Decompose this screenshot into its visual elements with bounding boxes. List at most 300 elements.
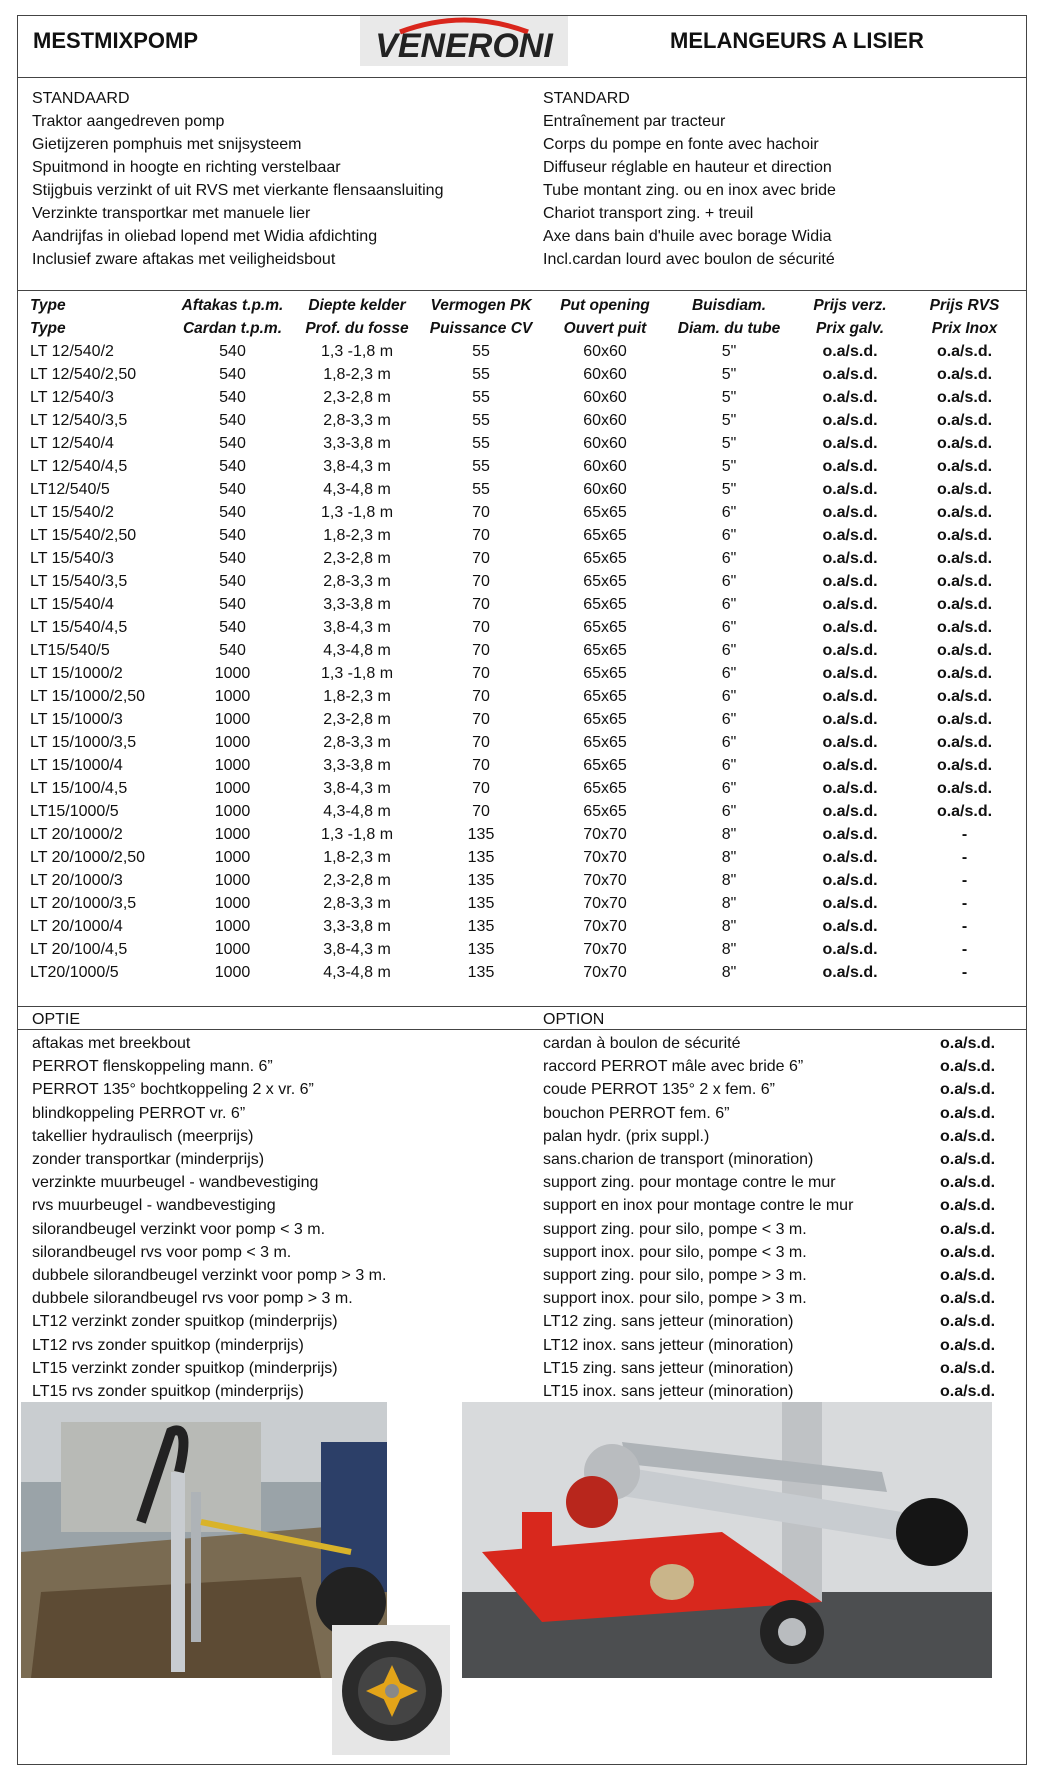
standard-line: Entraînement par tracteur: [543, 113, 726, 130]
option-price: o.a/s.d.: [940, 1035, 996, 1052]
column-header: Vermogen PK: [430, 296, 532, 314]
table-cell: LT 20/1000/3,5: [30, 894, 137, 912]
table-cell: LT 15/540/2: [30, 503, 114, 521]
table-row: [30, 846, 1020, 869]
option-fr-heading: OPTION: [543, 1011, 605, 1028]
table-cell: 6": [721, 664, 737, 682]
column-header: Diam. du tube: [677, 319, 781, 337]
table-cell: 60x60: [583, 480, 627, 498]
table-cell: 2,8-3,3 m: [323, 894, 391, 912]
table-cell: 1,3 -1,8 m: [320, 664, 394, 682]
table-cell: 65x65: [583, 687, 627, 705]
table-cell: 1000: [214, 779, 251, 797]
table-cell: LT 15/540/4: [30, 595, 114, 613]
option-nl-label: LT15 rvs zonder spuitkop (minderprijs): [32, 1383, 304, 1400]
table-cell: 1000: [214, 917, 251, 935]
table-cell: 70x70: [583, 894, 627, 912]
table-cell: 55: [472, 388, 490, 406]
column-header: Prijs verz.: [813, 296, 887, 314]
table-cell: o.a/s.d.: [822, 917, 878, 935]
table-cell: -: [961, 871, 968, 889]
table-cell: o.a/s.d.: [936, 595, 993, 613]
table-cell: 55: [472, 365, 490, 383]
table-cell: 135: [467, 825, 495, 843]
table-cell: 6": [721, 733, 737, 751]
table-cell: o.a/s.d.: [822, 779, 878, 797]
option-fr-label: support zing. pour montage contre le mur: [543, 1174, 836, 1192]
table-row: [30, 340, 1020, 363]
table-cell: 5": [721, 365, 737, 383]
column-header: Prijs RVS: [929, 296, 1000, 314]
table-row: [30, 639, 1020, 662]
table-cell: o.a/s.d.: [822, 388, 878, 406]
table-cell: o.a/s.d.: [936, 411, 993, 429]
standard-line: Chariot transport zing. + treuil: [543, 205, 754, 222]
standard-line: Gietijzeren pomphuis met snijsysteem: [32, 136, 302, 153]
table-cell: 60x60: [583, 434, 627, 452]
table-cell: 135: [467, 917, 495, 935]
table-cell: 2,8-3,3 m: [323, 411, 391, 429]
column-header: Prof. du fosse: [305, 319, 409, 337]
table-cell: 2,3-2,8 m: [323, 388, 391, 406]
table-cell: LT 12/540/4: [30, 434, 114, 452]
column-header: Put opening: [560, 296, 650, 314]
table-row: [30, 432, 1020, 455]
table-cell: LT 15/540/4,5: [30, 618, 128, 636]
table-cell: 70x70: [583, 871, 627, 889]
table-cell: 6": [721, 572, 737, 590]
table-row: [30, 501, 1020, 524]
table-cell: o.a/s.d.: [822, 457, 878, 475]
option-fr-label: cardan à boulon de sécurité: [543, 1035, 741, 1052]
option-fr-label: support inox. pour silo, pompe < 3 m.: [543, 1243, 807, 1261]
table-cell: o.a/s.d.: [822, 664, 878, 682]
table-cell: o.a/s.d.: [822, 802, 878, 820]
table-cell: 6": [721, 549, 737, 567]
table-cell: 60x60: [583, 411, 627, 429]
title-french: MELANGEURS A LISIER: [670, 28, 924, 53]
option-nl-label: aftakas met breekbout: [32, 1035, 191, 1052]
table-cell: 1000: [214, 871, 251, 889]
table-row: [30, 800, 1020, 823]
table-cell: 540: [219, 457, 246, 475]
table-cell: 65x65: [583, 549, 627, 567]
table-cell: 8": [721, 940, 737, 958]
column-header: Type: [30, 319, 66, 337]
table-cell: 1,8-2,3 m: [323, 848, 391, 866]
table-cell: 540: [219, 342, 246, 360]
table-cell: o.a/s.d.: [822, 894, 878, 912]
table-cell: 1000: [214, 710, 251, 728]
table-cell: o.a/s.d.: [822, 526, 878, 544]
table-cell: LT 15/540/3: [30, 549, 114, 567]
logo-text: VENERONI: [375, 27, 553, 65]
option-fr-label: sans.charion de transport (minoration): [543, 1151, 814, 1168]
column-header: Ouvert puit: [563, 319, 647, 337]
table-row: [30, 386, 1020, 409]
table-cell: LT 20/100/4,5: [30, 940, 128, 958]
option-fr-label: support zing. pour silo, pompe > 3 m.: [543, 1267, 807, 1284]
table-cell: o.a/s.d.: [822, 480, 878, 498]
standard-line: Traktor aangedreven pomp: [32, 113, 225, 130]
table-cell: LT20/1000/5: [30, 963, 119, 981]
standard-line: Axe dans bain d'huile avec borage Widia: [543, 228, 832, 245]
table-cell: 3,3-3,8 m: [323, 756, 391, 774]
table-cell: o.a/s.d.: [822, 940, 878, 958]
table-cell: LT 15/540/2,50: [30, 526, 137, 544]
table-cell: o.a/s.d.: [936, 756, 993, 774]
table-cell: -: [961, 825, 968, 843]
table-cell: 8": [721, 894, 737, 912]
table-row: [30, 363, 1020, 386]
option-nl-label: dubbele silorandbeugel verzinkt voor pomp > 3 m.: [32, 1267, 387, 1284]
table-cell: 70: [472, 503, 490, 521]
header-row: [30, 317, 1020, 340]
table-cell: o.a/s.d.: [936, 618, 993, 636]
option-nl-label: dubbele silorandbeugel rvs voor pomp > 3 m.: [32, 1290, 353, 1308]
option-nl-label: silorandbeugel rvs voor pomp < 3 m.: [32, 1243, 292, 1261]
option-fr-label: LT15 zing. sans jetteur (minoration): [543, 1359, 794, 1377]
table-cell: 8": [721, 963, 737, 981]
table-cell: 70: [472, 526, 490, 544]
table-cell: 70x70: [583, 917, 627, 935]
table-row: [30, 961, 1020, 984]
title-dutch: MESTMIXPOMP: [33, 28, 199, 53]
table-cell: 65x65: [583, 710, 627, 728]
table-cell: 1000: [214, 756, 251, 774]
table-cell: 70: [472, 641, 490, 659]
table-cell: LT 15/1000/3,5: [30, 733, 137, 751]
standard-nl-heading: STANDAARD: [32, 90, 130, 107]
spec-table-body: [30, 340, 1020, 984]
table-cell: 65x65: [583, 572, 627, 590]
table-cell: 8": [721, 848, 737, 866]
option-nl-label: zonder transportkar (minderprijs): [32, 1151, 265, 1168]
table-cell: o.a/s.d.: [822, 848, 878, 866]
table-cell: o.a/s.d.: [936, 388, 993, 406]
table-cell: 2,3-2,8 m: [323, 710, 391, 728]
table-cell: 3,3-3,8 m: [323, 434, 391, 452]
table-cell: LT 12/540/3: [30, 388, 114, 406]
table-cell: 540: [219, 641, 246, 659]
table-cell: 65x65: [583, 733, 627, 751]
table-cell: 4,3-4,8 m: [323, 963, 391, 981]
table-cell: 8": [721, 917, 737, 935]
table-cell: 540: [219, 549, 246, 567]
photo-pump-on-cart: [462, 1402, 992, 1678]
spec-table: [30, 294, 1020, 984]
table-cell: o.a/s.d.: [936, 779, 993, 797]
table-cell: 1,8-2,3 m: [323, 365, 391, 383]
table-cell: o.a/s.d.: [822, 549, 878, 567]
table-cell: 8": [721, 825, 737, 843]
table-cell: -: [961, 963, 968, 981]
table-cell: o.a/s.d.: [822, 411, 878, 429]
standard-line: Tube montant zing. ou en inox avec bride: [543, 182, 836, 199]
column-header: Puissance CV: [429, 319, 533, 337]
table-cell: 2,8-3,3 m: [323, 733, 391, 751]
table-cell: 6": [721, 687, 737, 705]
table-cell: LT 12/540/4,5: [30, 457, 128, 475]
standard-line: Inclusief zware aftakas met veiligheidsbout: [32, 251, 336, 268]
table-cell: 1,3 -1,8 m: [320, 825, 394, 843]
table-cell: 65x65: [583, 664, 627, 682]
table-cell: 540: [219, 526, 246, 544]
table-cell: 70: [472, 733, 490, 751]
table-cell: o.a/s.d.: [822, 687, 878, 705]
table-cell: 6": [721, 641, 737, 659]
table-cell: 6": [721, 526, 737, 544]
standard-fr-list: [543, 110, 836, 271]
option-price: o.a/s.d.: [940, 1081, 996, 1099]
table-cell: 65x65: [583, 756, 627, 774]
option-price: o.a/s.d.: [940, 1197, 996, 1215]
option-price: o.a/s.d.: [940, 1313, 996, 1331]
table-cell: o.a/s.d.: [936, 365, 993, 383]
table-cell: 70: [472, 687, 490, 705]
table-row: [30, 892, 1020, 915]
table-cell: 65x65: [583, 779, 627, 797]
table-cell: 8": [721, 871, 737, 889]
table-cell: 540: [219, 434, 246, 452]
table-cell: 6": [721, 618, 737, 636]
standard-line: Spuitmond in hoogte en richting verstelbaar: [32, 159, 341, 176]
table-cell: 65x65: [583, 595, 627, 613]
table-cell: LT 15/540/3,5: [30, 572, 128, 590]
table-cell: 55: [472, 480, 490, 498]
option-nl-label: silorandbeugel verzinkt voor pomp < 3 m.: [32, 1220, 326, 1238]
column-header: Buisdiam.: [691, 296, 767, 314]
table-cell: 540: [219, 480, 246, 498]
table-cell: LT 15/1000/3: [30, 710, 123, 728]
table-cell: -: [961, 940, 968, 958]
table-cell: LT 15/1000/2,50: [30, 687, 146, 705]
table-cell: o.a/s.d.: [822, 572, 878, 590]
option-fr-label: bouchon PERROT fem. 6”: [543, 1104, 730, 1122]
table-cell: 65x65: [583, 526, 627, 544]
table-row: [30, 754, 1020, 777]
option-fr-label: LT15 inox. sans jetteur (minoration): [543, 1383, 794, 1400]
standard-line: Incl.cardan lourd avec boulon de sécurité: [543, 251, 835, 268]
column-header: Prix Inox: [931, 319, 998, 337]
option-nl-label: PERROT flenskoppeling mann. 6”: [32, 1058, 273, 1076]
table-cell: 135: [467, 871, 495, 889]
table-cell: o.a/s.d.: [936, 733, 993, 751]
column-header: Cardan t.p.m.: [182, 319, 283, 337]
option-price: o.a/s.d.: [940, 1174, 996, 1192]
table-cell: 6": [721, 756, 737, 774]
table-cell: -: [961, 917, 968, 935]
option-fr-label: support en inox pour montage contre le mur: [543, 1197, 854, 1215]
table-cell: 70: [472, 802, 490, 820]
table-row: [30, 524, 1020, 547]
table-cell: 540: [219, 503, 246, 521]
table-row: [30, 662, 1020, 685]
table-cell: 5": [721, 388, 737, 406]
table-cell: 70: [472, 664, 490, 682]
table-cell: 3,8-4,3 m: [323, 779, 391, 797]
table-cell: o.a/s.d.: [822, 963, 878, 981]
option-fr-label: coude PERROT 135° 2 x fem. 6”: [543, 1081, 775, 1099]
table-cell: 1,8-2,3 m: [323, 526, 391, 544]
table-cell: LT 12/540/3,5: [30, 411, 128, 429]
table-row: [30, 777, 1020, 800]
option-nl-label: PERROT 135° bochtkoppeling 2 x vr. 6”: [32, 1081, 314, 1099]
table-cell: 1000: [214, 963, 251, 981]
photo-impeller: [332, 1625, 450, 1755]
table-row: [30, 593, 1020, 616]
table-cell: LT 20/1000/3: [30, 871, 123, 889]
table-cell: LT 15/100/4,5: [30, 779, 128, 797]
option-nl-label: rvs muurbeugel - wandbevestiging: [32, 1197, 276, 1215]
table-cell: 3,3-3,8 m: [323, 595, 391, 613]
standard-line: Diffuseur réglable en hauteur et direction: [543, 159, 832, 176]
table-cell: 70x70: [583, 940, 627, 958]
table-cell: 70: [472, 618, 490, 636]
table-row: [30, 570, 1020, 593]
option-price: o.a/s.d.: [940, 1220, 996, 1238]
option-price: o.a/s.d.: [940, 1151, 996, 1168]
table-cell: 4,3-4,8 m: [323, 641, 391, 659]
table-cell: o.a/s.d.: [822, 825, 878, 843]
table-cell: 135: [467, 848, 495, 866]
table-cell: LT 15/1000/2: [30, 664, 123, 682]
table-cell: -: [961, 848, 968, 866]
table-cell: o.a/s.d.: [936, 342, 993, 360]
table-cell: 60x60: [583, 457, 627, 475]
standard-line: Corps du pompe en fonte avec hachoir: [543, 136, 819, 153]
table-cell: 55: [472, 411, 490, 429]
table-cell: 5": [721, 411, 737, 429]
table-cell: 70x70: [583, 963, 627, 981]
table-row: [30, 478, 1020, 501]
table-cell: 135: [467, 963, 495, 981]
table-row: [30, 915, 1020, 938]
table-cell: LT 15/1000/4: [30, 756, 123, 774]
table-cell: LT 20/1000/2,50: [30, 848, 146, 866]
standard-nl-list: [32, 110, 443, 271]
table-cell: 55: [472, 434, 490, 452]
table-cell: LT 12/540/2: [30, 342, 114, 360]
table-cell: 6": [721, 595, 737, 613]
option-nl-label: verzinkte muurbeugel - wandbevestiging: [32, 1174, 319, 1192]
table-row: [30, 869, 1020, 892]
option-nl-label: takellier hydraulisch (meerprijs): [32, 1127, 254, 1145]
option-price: o.a/s.d.: [940, 1127, 996, 1145]
standard-fr: [543, 87, 836, 271]
table-cell: o.a/s.d.: [822, 503, 878, 521]
table-cell: LT12/540/5: [30, 480, 110, 498]
table-cell: 5": [721, 457, 737, 475]
column-header: Type: [30, 296, 66, 314]
table-cell: LT 20/1000/4: [30, 917, 123, 935]
table-row: [30, 616, 1020, 639]
table-row: [30, 938, 1020, 961]
table-cell: 70: [472, 756, 490, 774]
table-cell: 1,3 -1,8 m: [320, 503, 394, 521]
table-cell: 1000: [214, 733, 251, 751]
table-cell: 60x60: [583, 388, 627, 406]
table-row: [30, 455, 1020, 478]
standard-line: Aandrijfas in oliebad lopend met Widia afdichting: [32, 228, 378, 245]
table-cell: 540: [219, 595, 246, 613]
table-cell: 540: [219, 572, 246, 590]
table-cell: o.a/s.d.: [822, 365, 878, 383]
table-cell: o.a/s.d.: [822, 595, 878, 613]
table-cell: o.a/s.d.: [936, 480, 993, 498]
option-price: o.a/s.d.: [940, 1359, 996, 1377]
option-price: o.a/s.d.: [940, 1383, 996, 1400]
table-cell: o.a/s.d.: [936, 802, 993, 820]
column-header: Diepte kelder: [308, 296, 406, 314]
table-cell: o.a/s.d.: [936, 641, 993, 659]
divider: [17, 290, 1027, 291]
table-cell: o.a/s.d.: [936, 664, 993, 682]
option-price: o.a/s.d.: [940, 1267, 996, 1284]
option-nl-label: blindkoppeling PERROT vr. 6”: [32, 1104, 246, 1122]
table-cell: 4,3-4,8 m: [323, 480, 391, 498]
table-cell: 5": [721, 480, 737, 498]
option-nl-label: LT12 rvs zonder spuitkop (minderprijs): [32, 1336, 304, 1354]
table-cell: 4,3-4,8 m: [323, 802, 391, 820]
option-nl-label: LT15 verzinkt zonder spuitkop (minderprijs): [32, 1359, 338, 1377]
table-cell: o.a/s.d.: [936, 457, 993, 475]
column-header: Prix galv.: [815, 319, 885, 337]
table-cell: o.a/s.d.: [822, 618, 878, 636]
table-cell: 3,3-3,8 m: [323, 917, 391, 935]
table-cell: 1000: [214, 687, 251, 705]
spec-table-head: [30, 294, 1020, 340]
standard-line: Stijgbuis verzinkt of uit RVS met vierkante flensaansluiting: [32, 182, 444, 199]
table-cell: 5": [721, 434, 737, 452]
table-cell: 135: [467, 894, 495, 912]
option-price: o.a/s.d.: [940, 1058, 996, 1076]
table-row: [30, 708, 1020, 731]
table-cell: -: [961, 894, 968, 912]
table-cell: 1000: [214, 664, 251, 682]
option-fr-label: support inox. pour silo, pompe > 3 m.: [543, 1290, 807, 1308]
divider: [17, 1029, 1027, 1030]
standard-fr-heading: STANDARD: [543, 90, 630, 107]
table-row: [30, 409, 1020, 432]
table-cell: o.a/s.d.: [936, 434, 993, 452]
table-cell: 6": [721, 779, 737, 797]
table-row: [30, 685, 1020, 708]
table-cell: 60x60: [583, 365, 627, 383]
option-nl-heading: OPTIE: [32, 1011, 81, 1028]
header-row: [30, 294, 1020, 317]
table-cell: 135: [467, 940, 495, 958]
option-nl-label: LT12 verzinkt zonder spuitkop (minderprijs): [32, 1313, 338, 1331]
option-fr-label: LT12 zing. sans jetteur (minoration): [543, 1313, 794, 1331]
table-cell: 3,8-4,3 m: [323, 457, 391, 475]
standard-line: Verzinkte transportkar met manuele lier: [32, 205, 311, 222]
table-cell: 540: [219, 411, 246, 429]
table-cell: 65x65: [583, 618, 627, 636]
table-cell: o.a/s.d.: [822, 756, 878, 774]
table-cell: 55: [472, 457, 490, 475]
table-cell: 6": [721, 710, 737, 728]
table-cell: LT15/540/5: [30, 641, 110, 659]
table-cell: 3,8-4,3 m: [323, 618, 391, 636]
table-row: [30, 547, 1020, 570]
option-fr-label: palan hydr. (prix suppl.): [543, 1127, 710, 1145]
table-cell: o.a/s.d.: [822, 871, 878, 889]
table-cell: 1000: [214, 848, 251, 866]
table-cell: o.a/s.d.: [822, 342, 878, 360]
table-cell: 1,8-2,3 m: [323, 687, 391, 705]
table-cell: LT 20/1000/2: [30, 825, 123, 843]
